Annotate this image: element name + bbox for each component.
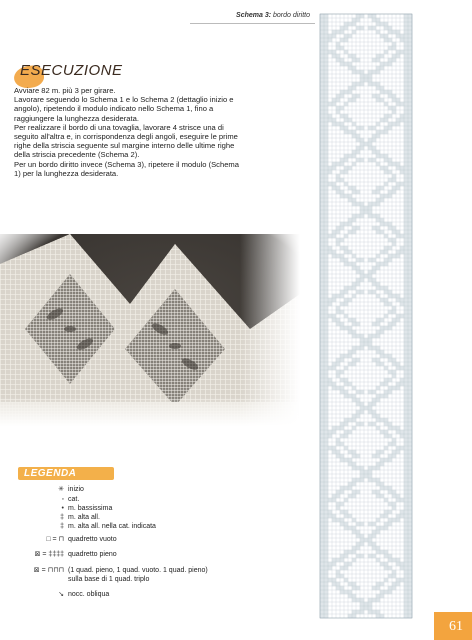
slip-stitch-icon: • <box>61 504 64 512</box>
oblique-picot-icon: ↘ <box>58 591 64 598</box>
triple-square-icon: ⊠ = ⊓⊓⊓ <box>33 567 64 574</box>
legend-item-label: inizio <box>68 485 84 493</box>
instruction-paragraph: Avviare 82 m. più 3 per girare. <box>14 86 116 95</box>
page-number: 61 <box>449 619 463 634</box>
legend-item <box>34 549 117 559</box>
filet-chart-strip <box>318 12 414 622</box>
double-crochet-icon: ‡ <box>60 513 64 521</box>
chain-icon: ◦ <box>61 495 64 503</box>
legend-item-label: m. bassissima <box>68 504 113 512</box>
legend-header <box>18 467 114 480</box>
legend-item-label: sulla base di 1 quad. triplo <box>68 575 150 583</box>
instruction-paragraph: Lavorare seguendo lo Schema 1 e lo Schema 2 (dettaglio inizio e angolo), ripetendo il modulo indicato nello Schema 1, fino a raggiungere la lunghezza desiderata. <box>14 95 234 123</box>
legend-item <box>34 589 109 599</box>
schema-label: Schema 3: <box>236 12 272 19</box>
section-title-block <box>14 62 134 88</box>
instructions-text <box>14 86 242 178</box>
double-crochet-in-chain-icon: ‡ <box>60 522 64 530</box>
header-rule <box>190 23 315 24</box>
legend-item-label: (1 quad. pieno, 1 quad. vuoto. 1 quad. pieno) <box>68 566 208 574</box>
page-number-tab <box>434 612 472 640</box>
lace-photo <box>0 234 300 426</box>
legend-item-label: m. alta all. <box>68 513 100 521</box>
section-title: ESECUZIONE <box>20 62 123 79</box>
start-icon: ✳ <box>58 486 64 493</box>
legend-item <box>18 574 149 584</box>
legend-item-label: quadretto vuoto <box>68 535 117 543</box>
schema-caption <box>200 12 310 19</box>
empty-square-icon: □ = ⊓ <box>46 536 64 543</box>
legend-item <box>34 534 117 544</box>
legend-item-label: nocc. obliqua <box>68 590 110 598</box>
legend-item-label: m. alta all. nella cat. indicata <box>68 522 156 530</box>
legend-title: LEGENDA <box>24 468 77 479</box>
schema-description: bordo diritto <box>271 12 310 19</box>
legend-item <box>34 484 84 494</box>
full-square-icon: ⊠ = ‡‡‡‡ <box>34 551 64 558</box>
legend-item-label: quadretto pieno <box>68 550 117 558</box>
instruction-paragraph: Per realizzare il bordo di una tovaglia, lavorare 4 strisce una di seguito all'altra e, in corrispondenza degli angoli, eseguire le prime righe della striscia seguente sul margine interno delle ultime righe della striscia precedente (Schema 2). <box>14 122 238 160</box>
instruction-paragraph: Per un bordo diritto invece (Schema 3), ripetere il modulo (Schema 1) per la lunghezza desiderata. <box>14 159 239 178</box>
legend-item <box>34 521 156 531</box>
legend-item-label: cat. <box>68 495 80 503</box>
